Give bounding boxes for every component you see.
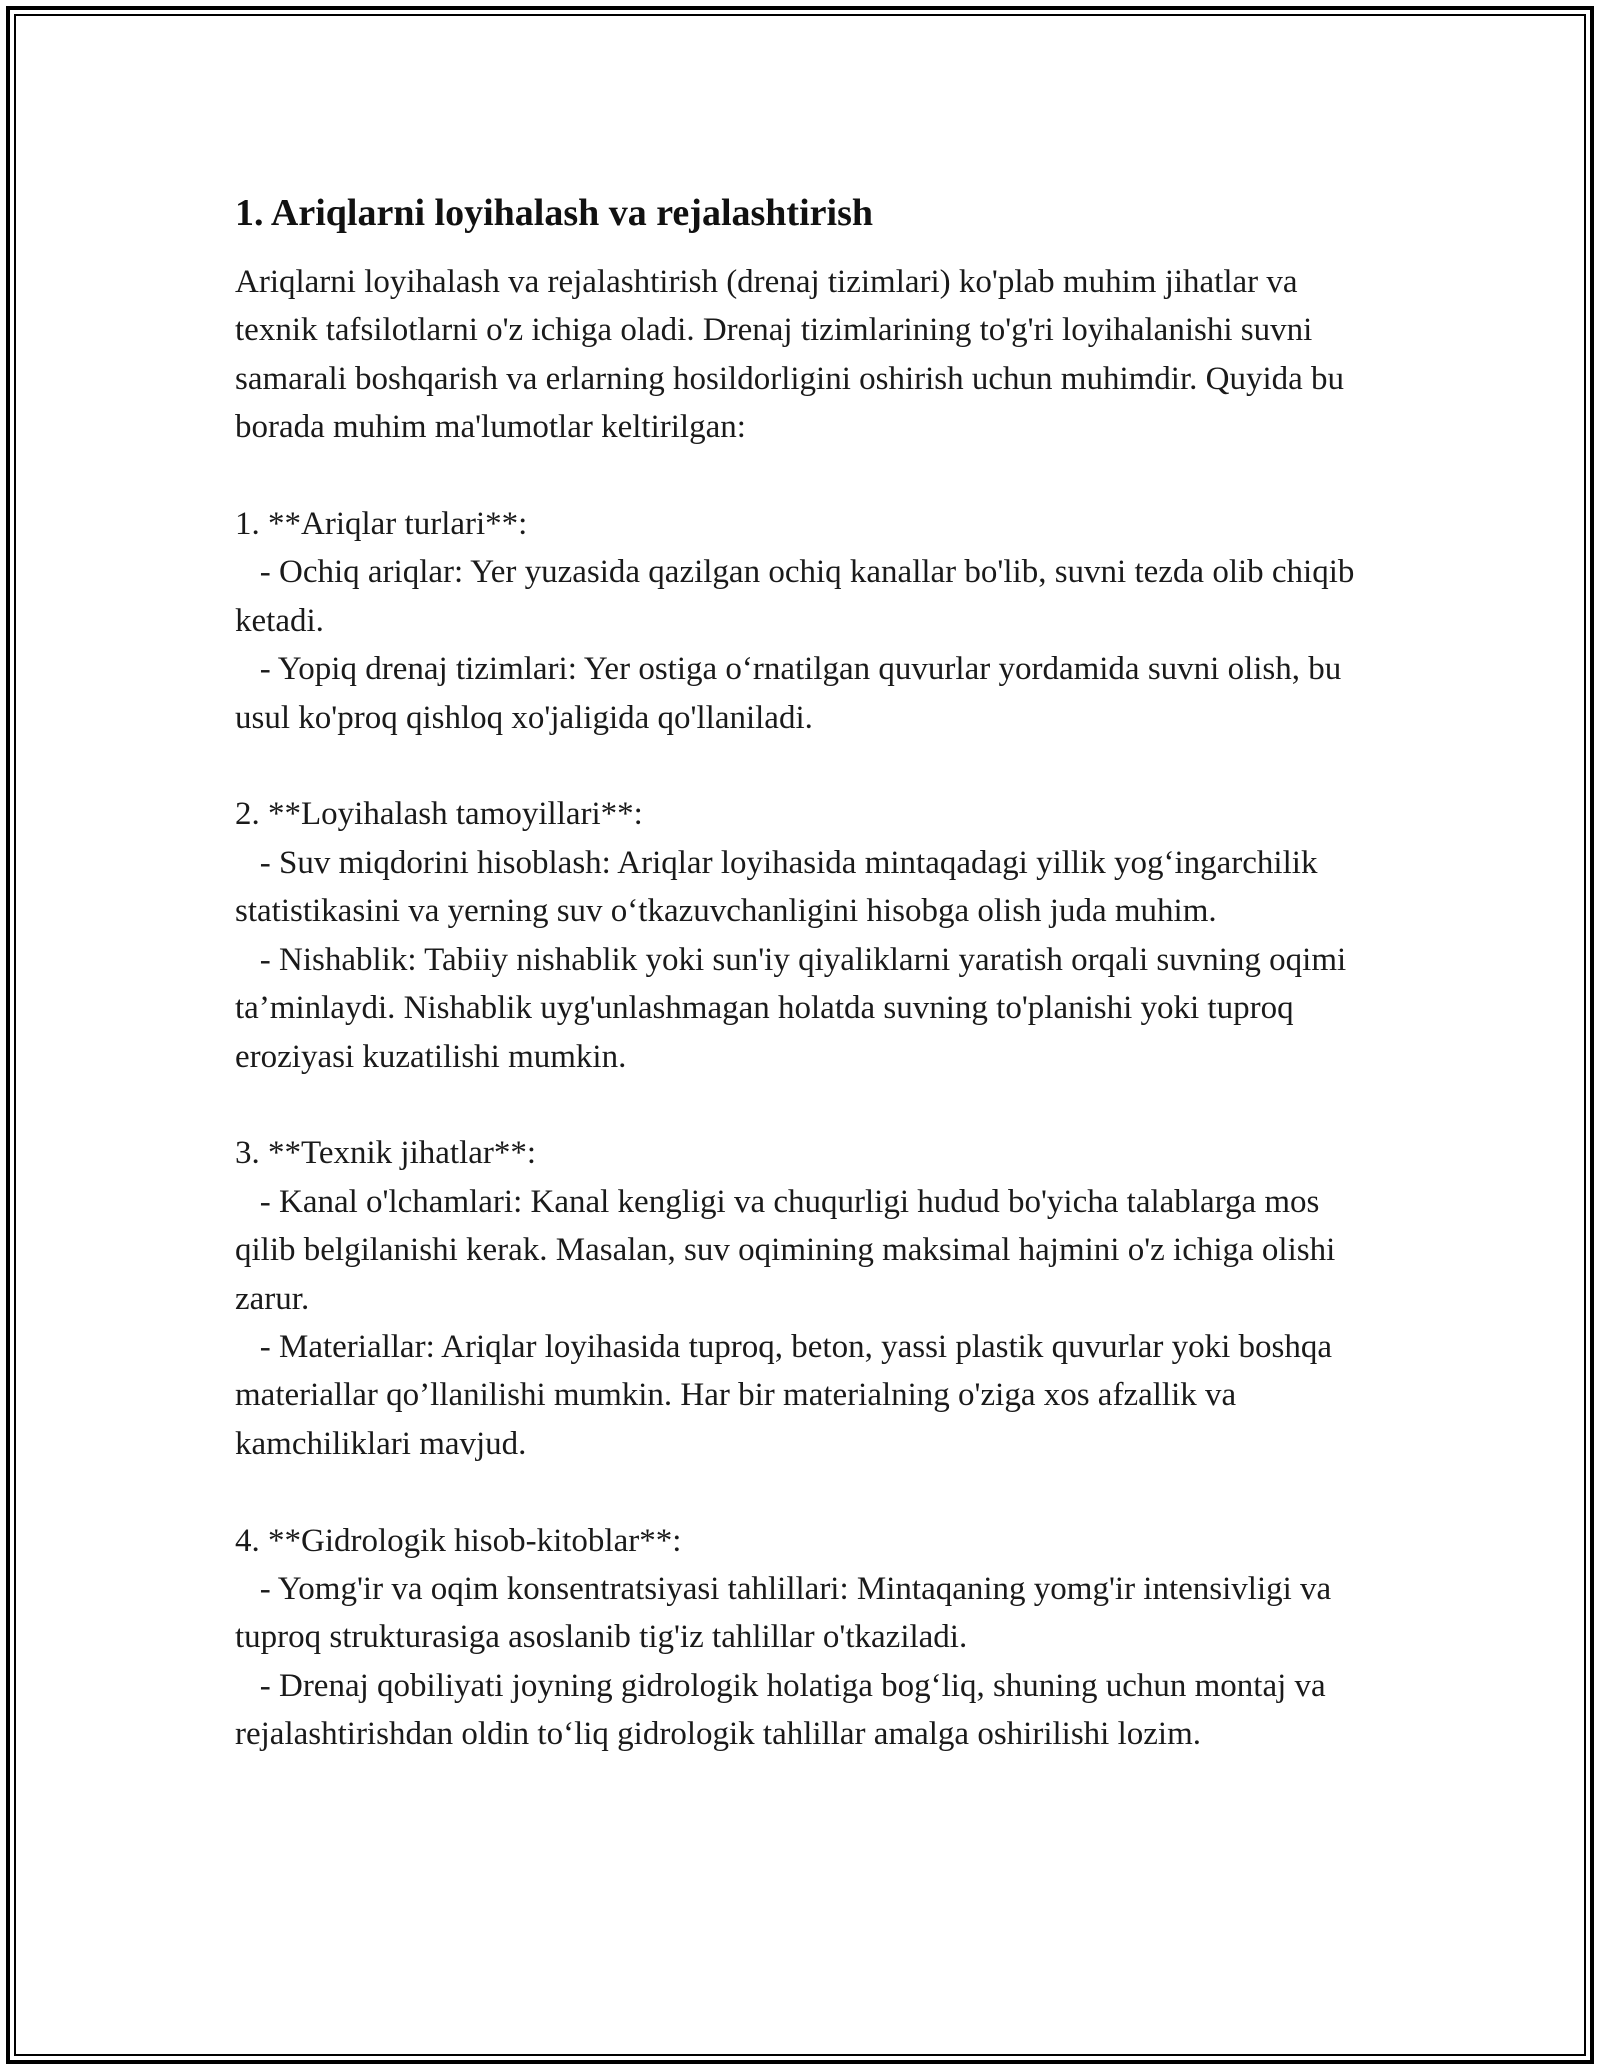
document-content <box>235 188 1385 1759</box>
section-heading: 1. Ariqlarni loyihalash va rejalashtirish <box>235 192 873 234</box>
document-body: Ariqlarni loyihalash va rejalashtirish (drenaj tizimlari) ko'plab muhim jihatlar va texnik tafsilotlarni o'z ichiga oladi. Drenaj tizimlarining to'g'ri loyihalanishi suvni samarali boshqarish va erlarning hosildorligini oshirish uchun muhimdir. Quyida bu borada muhim ma'lumotlar keltirilgan: 1. **Ariqlar turlari**: - Ochiq ariqlar: Yer yuzasida qazilgan ochiq kanallar bo'lib, suvni tezda olib chiqib ketadi. - Yopiq drenaj tizimlari: Yer ostiga o‘rnatilgan quvurlar yordamida suvni olish, bu usul ko'proq qishloq xo'jaligida qo'llaniladi. 2. **Loyihalash tamoyillari**: - Suv miqdorini hisoblash: Ariqlar loyihasida mintaqadagi yillik yog‘ingarchilik statistikasini va yerning suv o‘tkazuvchanligini hisobga olish juda muhim. - Nishablik: Tabiiy nishablik yoki sun'iy qiyaliklarni yaratish orqali suvning oqimi ta’minlaydi. Nishablik uyg'unlashmagan holatda suvning to'planishi yoki tuproq eroziyasi kuzatilishi mumkin. 3. **Texnik jihatlar**: - Kanal o'lchamlari: Kanal kengligi va chuqurligi hudud bo'yicha talablarga mos qilib belgilanishi kerak. Masalan, suv oqimining maksimal hajmini o'z ichiga olishi zarur. - Materiallar: Ariqlar loyihasida tuproq, beton, yassi plastik quvurlar yoki boshqa materiallar qo’llanilishi mumkin. Har bir materialning o'ziga xos afzallik va kamchiliklari mavjud. 4. **Gidrologik hisob-kitoblar**: - Yomg'ir va oqim konsentratsiyasi tahlillari: Mintaqaning yomg'ir intensivligi va tuproq strukturasiga asoslanib tig'iz tahlillar o'tkaziladi. - Drenaj qobiliyati joyning gidrologik holatiga bog‘liq, shuning uchun montaj va rejalashtirishdan oldin to‘liq gidrologik tahlillar amalga oshirilishi lozim. <box>235 264 1355 1753</box>
